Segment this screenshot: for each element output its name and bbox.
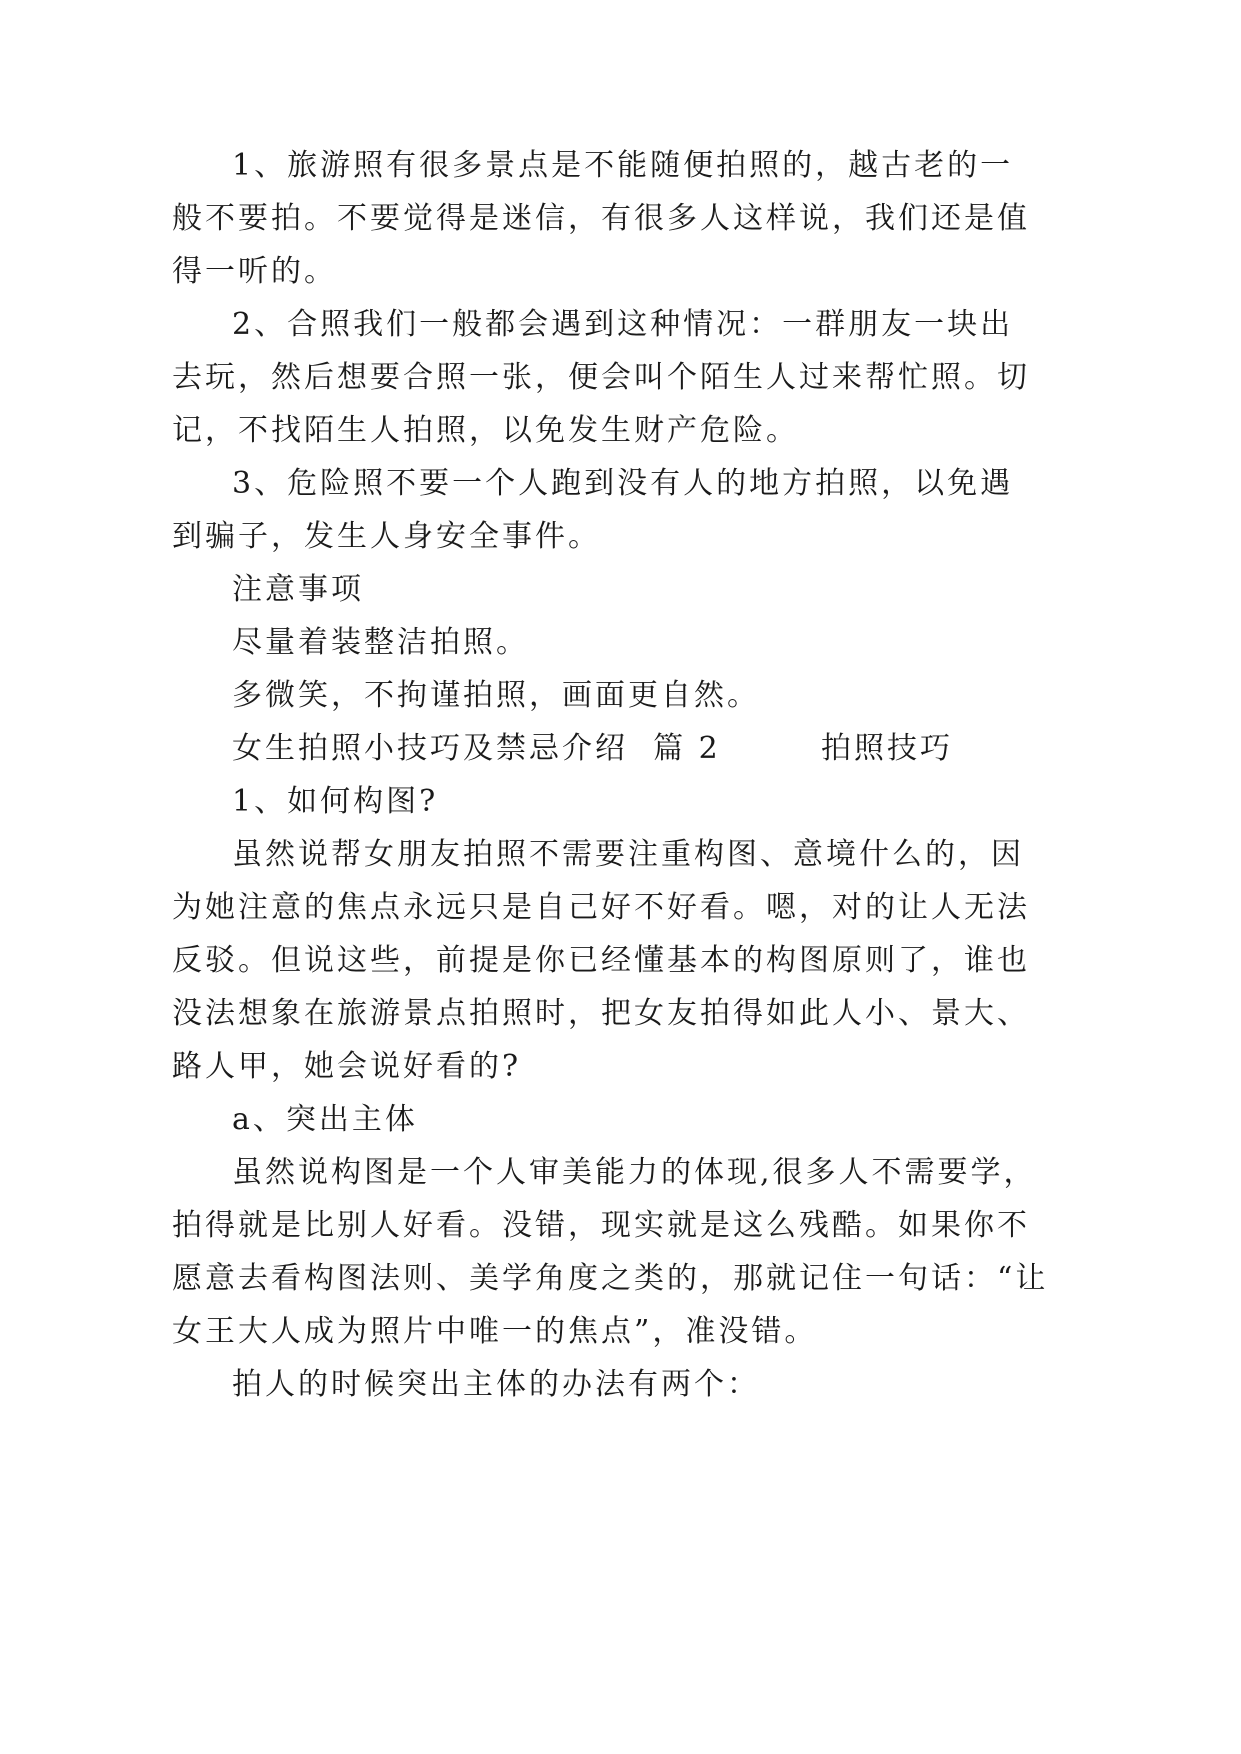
text-line: 般不要拍。不要觉得是迷信，有很多人这样说，我们还是值 <box>172 201 1030 236</box>
text-line: 到骗子，发生人身安全事件。 <box>172 519 601 554</box>
text-line: 虽然说帮女朋友拍照不需要注重构图、意境什么的，因 <box>232 837 1024 872</box>
text-line: 多微笑，不拘谨拍照，画面更自然。 <box>232 678 760 713</box>
text-line: 1、旅游照有很多景点是不能随便拍照的，越古老的一 <box>232 148 1014 183</box>
text-line: 2、合照我们一般都会遇到这种情况：一群朋友一块出 <box>232 307 1014 342</box>
text-line: 没法想象在旅游景点拍照时，把女友拍得如此人小、景大、 <box>172 996 1030 1031</box>
text-line: 虽然说构图是一个人审美能力的体现,很多人不需要学， <box>232 1155 1037 1190</box>
text-line: 记，不找陌生人拍照，以免发生财产危险。 <box>172 413 799 448</box>
subsection-heading: a、突出主体 <box>232 1102 418 1137</box>
section-heading: 女生拍照小技巧及禁忌介绍 篇 2 拍照技巧 <box>232 731 953 766</box>
text-line: 拍得就是比别人好看。没错，现实就是这么残酷。如果你不 <box>172 1208 1030 1243</box>
text-line: 得一听的。 <box>172 254 337 289</box>
text-line: 女王大人成为照片中唯一的焦点”，准没错。 <box>172 1314 818 1349</box>
text-line: 愿意去看构图法则、美学角度之类的，那就记住一句话：“让 <box>172 1261 1049 1296</box>
text-line: 为她注意的焦点永远只是自己好不好看。嗯，对的让人无法 <box>172 890 1030 925</box>
section-heading: 注意事项 <box>232 572 364 607</box>
text-line: 反驳。但说这些，前提是你已经懂基本的构图原则了，谁也 <box>172 943 1030 978</box>
text-line: 3、危险照不要一个人跑到没有人的地方拍照，以免遇 <box>232 466 1014 501</box>
text-line: 尽量着装整洁拍照。 <box>232 625 529 660</box>
text-line: 路人甲，她会说好看的? <box>172 1049 522 1084</box>
text-line: 去玩，然后想要合照一张，便会叫个陌生人过来帮忙照。切 <box>172 360 1030 395</box>
subsection-heading: 1、如何构图? <box>232 784 439 819</box>
text-line: 拍人的时候突出主体的办法有两个： <box>232 1367 760 1402</box>
